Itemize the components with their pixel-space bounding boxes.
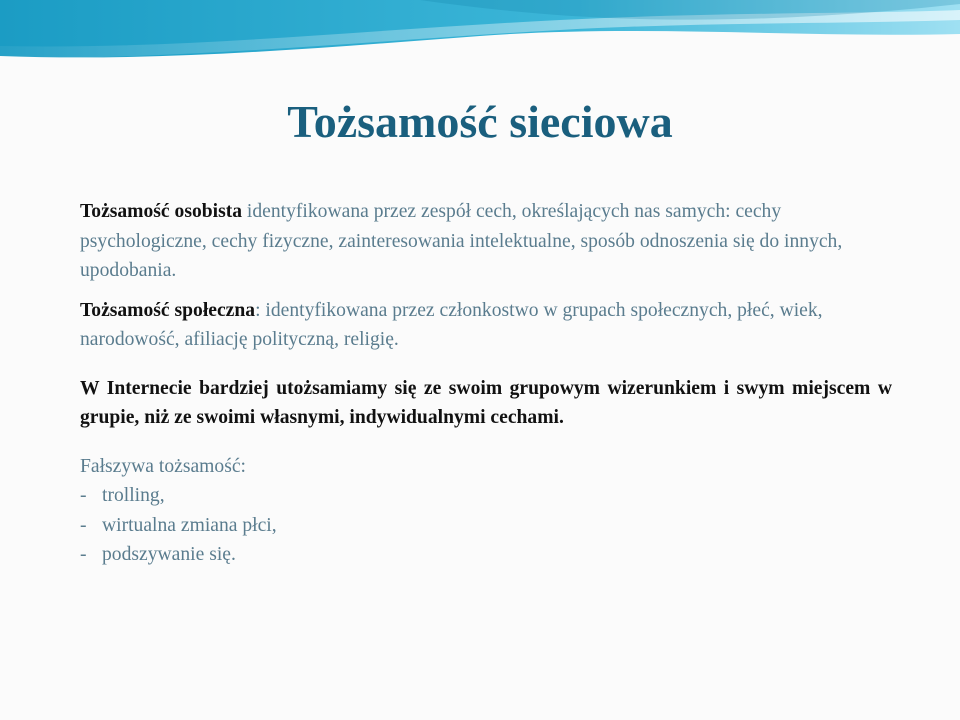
dash-bullet: -	[80, 514, 87, 536]
slide-title: Tożsamość sieciowa	[287, 96, 673, 147]
slide-body	[80, 197, 892, 570]
list-item-label: wirtualna zmiana płci,	[102, 514, 277, 536]
list-item-label: podszywanie się.	[102, 544, 236, 565]
dash-bullet: -	[80, 485, 87, 506]
dash-bullet: -	[80, 544, 87, 565]
list-item	[80, 511, 892, 541]
paragraph-internet: W Internecie bardziej utożsamiamy się ze swoim grupowym wizerunkiem i swym miejscem w grupie, niż ze swoimi własnymi, indywidualnymi cechami.	[80, 377, 892, 428]
false-identity-list	[80, 481, 892, 570]
false-identity-heading: Fałszywa tożsamość:	[80, 455, 246, 477]
header-wave-banner	[0, 0, 960, 70]
social-identity-text: : identyfikowana przez członkostwo w grupach społecznych, płeć, wiek, narodowość, afiliację polityczną, religię.	[80, 299, 823, 350]
term-personal-identity: Tożsamość osobista	[80, 201, 243, 222]
paragraph-personal-identity	[80, 197, 892, 286]
paragraph-social-identity	[80, 296, 892, 355]
term-social-identity: Tożsamość społeczna	[80, 299, 256, 321]
personal-identity-text: identyfikowana przez zespół cech, określających nas samych: cechy psychologiczne, cechy fizyczne, zainteresowania intelektualne, sposób odnoszenia się do innych, upodobania.	[80, 201, 843, 281]
list-item-label: trolling,	[102, 485, 165, 506]
list-item	[80, 540, 892, 570]
list-item	[80, 481, 892, 511]
